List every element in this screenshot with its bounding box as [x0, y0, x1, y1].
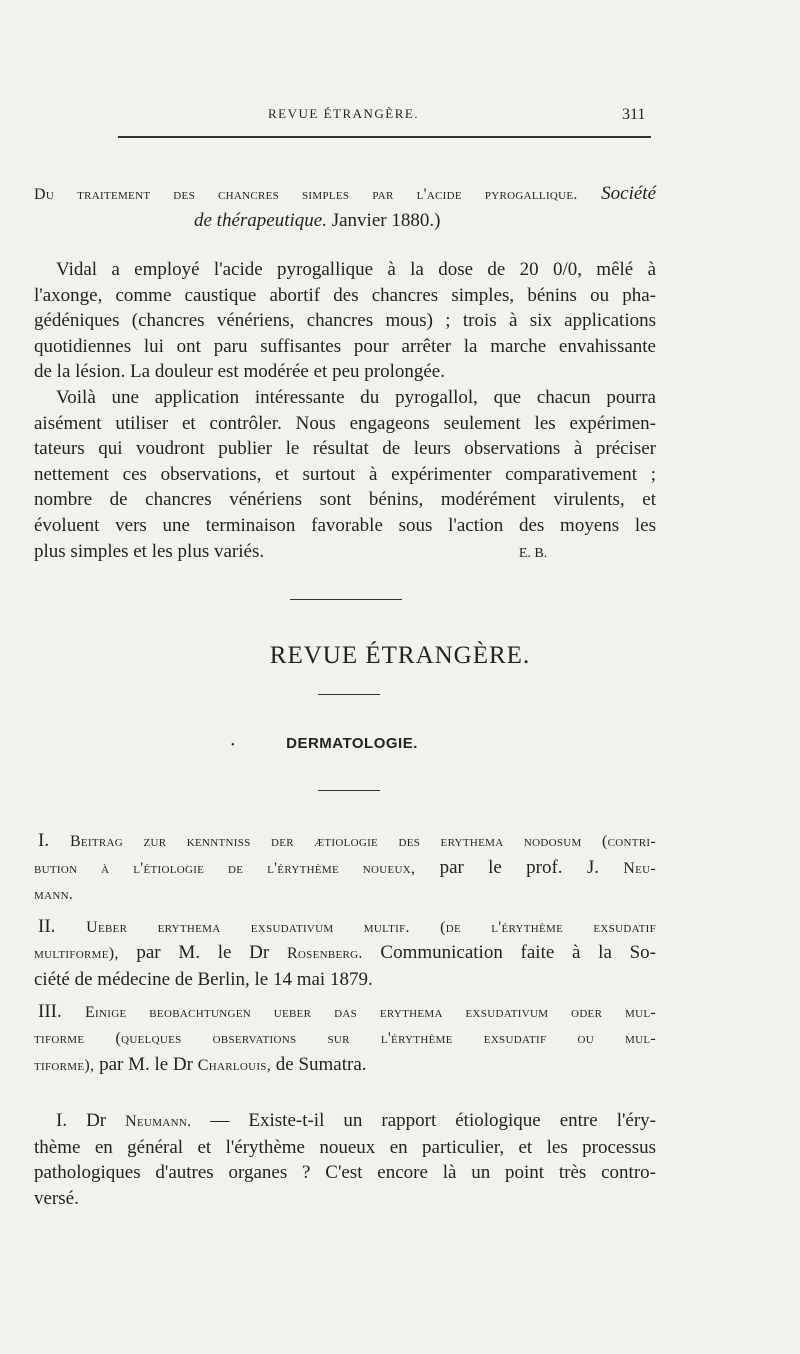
subsection-rule	[318, 790, 380, 791]
work-entry	[34, 999, 656, 1079]
body-line: quotidiennes lui ont paru suffisantes pour arrêter la marche envahissante	[34, 335, 656, 357]
work-line: III. Einige beobachtungen ueber das erythema exsudativum oder mul-	[38, 1000, 656, 1022]
body-line: évoluent vers une terminaison favorable sous l'action des moyens les	[34, 514, 656, 536]
article-title	[34, 181, 656, 233]
body-line-last: plus simples et les plus variés. E. B.	[34, 540, 548, 562]
article-body	[34, 257, 656, 566]
section-rule	[290, 599, 402, 600]
body-line: de la lésion. La douleur est modérée et peu prolongée.	[34, 361, 445, 383]
signature: E. B.	[518, 545, 548, 561]
running-head: REVUE ÉTRANGÈRE.	[268, 106, 420, 121]
discussion-line: pathologiques d'autres organes ? C'est encore là un point très contro-	[34, 1162, 656, 1184]
body-line: nettement ces observations, et surtout à expérimenter comparativement ;	[34, 463, 656, 485]
section-heading: REVUE ÉTRANGÈRE.	[269, 642, 531, 669]
bullet-mark: •	[231, 740, 235, 751]
discussion-body	[34, 1108, 656, 1211]
subsection-heading: DERMATOLOGIE.	[286, 735, 418, 752]
work-line: tiforme), par M. le Dr Charlouis, de Sumatra.	[34, 1053, 367, 1075]
discussion-line: I. Dr Neumann. — Existe-t-il un rapport étiologique entre l'éry-	[56, 1110, 656, 1131]
body-line: nombre de chancres vénériens sont bénins, modérément virulents, et	[34, 489, 656, 511]
work-entry	[34, 828, 656, 908]
work-line: II. Ueber erythema exsudativum multif. (de l'érythème exsudatif	[38, 915, 656, 937]
body-line: Vidal a employé l'acide pyrogallique à la dose de 20 0/0, mêlé à	[56, 259, 656, 280]
work-line: bution à l'étiologie de l'érythème noueux, par le prof. J. Neu-	[34, 856, 656, 878]
body-line: gédéniques (chancres vénériens, chancres mous) ; trois à six applications	[34, 310, 656, 332]
work-line: I. Beitrag zur kenntniss der ætiologie des erythema nodosum (contri-	[38, 830, 656, 851]
title-line: Du traitement des chancres simples par l'acide pyrogallique. Société	[34, 183, 656, 204]
header-rule	[118, 136, 651, 138]
work-line: multiforme), par M. le Dr Rosenberg. Communication faite à la So-	[34, 942, 656, 964]
work-entry	[34, 914, 656, 993]
page-number: 311	[622, 106, 646, 123]
body-line: tateurs qui voudront publier le résultat de leurs observations à préciser	[34, 438, 656, 460]
body-line: Voilà une application intéressante du pyrogallol, que chacun pourra	[56, 386, 656, 408]
discussion-line: versé.	[34, 1187, 79, 1209]
body-line: aisément utiliser et contrôler. Nous engageons seulement les expérimen-	[34, 412, 656, 434]
reviewed-works	[34, 828, 656, 1084]
body-line: l'axonge, comme caustique abortif des chancres simples, bénins ou pha-	[34, 284, 656, 306]
discussion-line: thème en général et l'érythème noueux en particulier, et les processus	[34, 1136, 656, 1158]
work-line: ciété de médecine de Berlin, le 14 mai 1879.	[34, 968, 373, 990]
work-line: mann.	[34, 886, 74, 904]
work-line: tiforme (quelques observations sur l'érythème exsudatif ou mul-	[34, 1030, 656, 1048]
title-line: de thérapeutique. Janvier 1880.)	[194, 209, 441, 231]
section-rule	[318, 694, 380, 695]
